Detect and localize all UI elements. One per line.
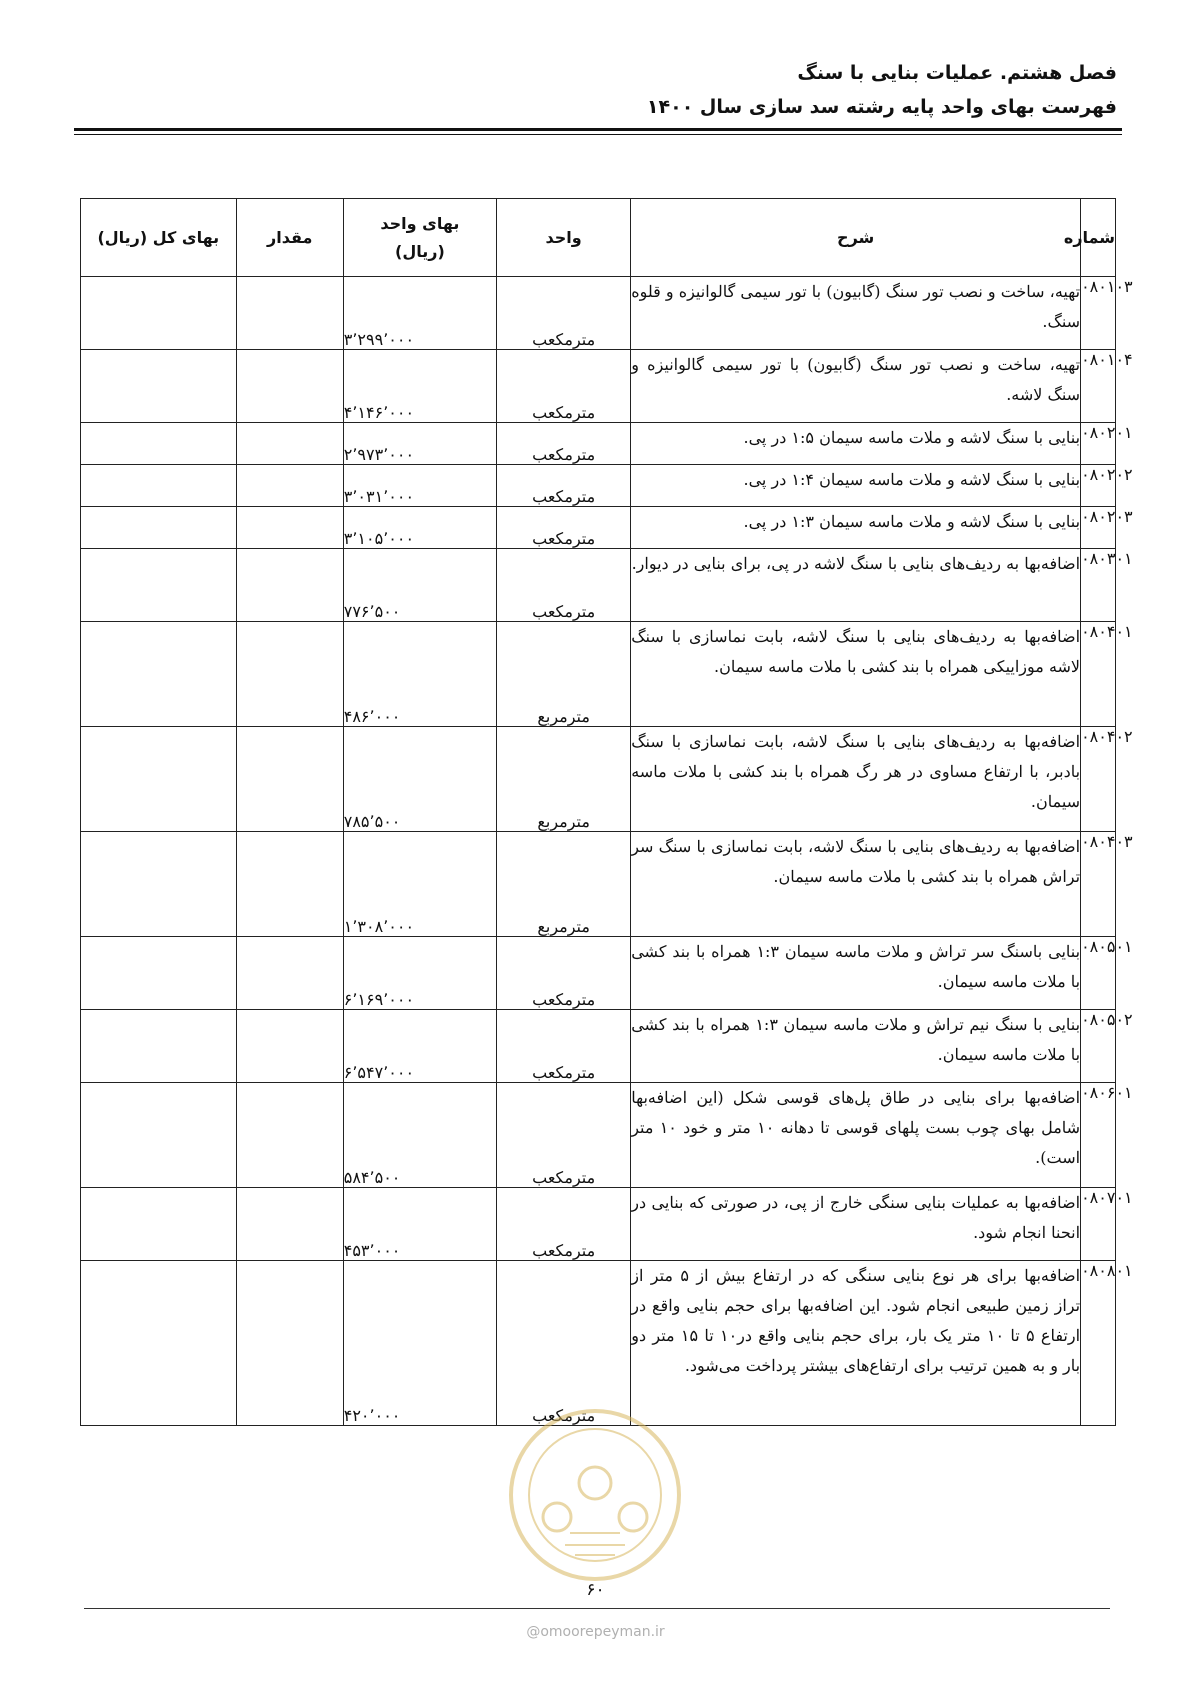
row-unit: مترمربع xyxy=(497,727,631,832)
row-total-price xyxy=(81,1261,237,1426)
row-quantity xyxy=(236,423,343,465)
row-unit-price: ۴۲۰٬۰۰۰ xyxy=(343,1261,496,1426)
table-header-row xyxy=(81,199,1116,277)
row-quantity xyxy=(236,1261,343,1426)
row-unit-price: ۷۷۶٬۵۰۰ xyxy=(343,549,496,622)
table-row xyxy=(81,465,1116,507)
row-description: اضافه‌بها به ردیف‌های بنایی با سنگ لاشه، بابت نماسازی با سنگ بادبر، با ارتفاع مساوی در هر رگ همراه با بند کشی با ملات ماسه سیمان. xyxy=(631,727,1081,832)
row-quantity xyxy=(236,549,343,622)
row-unit-price: ۴٬۱۴۶٬۰۰۰ xyxy=(343,350,496,423)
row-description: اضافه‌بها به ردیف‌های بنایی با سنگ لاشه، بابت نماسازی با سنگ لاشه موزاییکی همراه با بند کشی با ملات ماسه سیمان. xyxy=(631,622,1081,727)
row-quantity xyxy=(236,727,343,832)
row-unit-price: ۳٬۰۳۱٬۰۰۰ xyxy=(343,465,496,507)
row-unit: مترمکعب xyxy=(497,1188,631,1261)
row-quantity xyxy=(236,465,343,507)
row-total-price xyxy=(81,423,237,465)
chapter-title: فصل هشتم. عملیات بنایی با سنگ xyxy=(797,62,1117,84)
row-code: ۰۸۰۴۰۱ xyxy=(1081,622,1116,727)
row-code: ۰۸۰۲۰۱ xyxy=(1081,423,1116,465)
row-code: ۰۸۰۳۰۱ xyxy=(1081,549,1116,622)
table-row xyxy=(81,423,1116,465)
row-description: بنایی باسنگ سر تراش و ملات ماسه سیمان ۱:۳ همراه با بند کشی با ملات ماسه سیمان. xyxy=(631,937,1081,1010)
price-table xyxy=(80,198,1133,1426)
row-code: ۰۸۰۴۰۳ xyxy=(1081,832,1116,937)
row-unit: مترمکعب xyxy=(497,1010,631,1083)
row-unit: مترمکعب xyxy=(497,277,631,350)
row-quantity xyxy=(236,350,343,423)
row-description: بنایی با سنگ لاشه و ملات ماسه سیمان ۱:۵ در پی. xyxy=(631,423,1081,465)
row-description: اضافه‌بها به ردیف‌های بنایی با سنگ لاشه در پی، برای بنایی در دیوار. xyxy=(631,549,1081,622)
row-code: ۰۸۰۱۰۴ xyxy=(1081,350,1116,423)
row-unit: مترمکعب xyxy=(497,423,631,465)
table-row xyxy=(81,1188,1116,1261)
row-unit-price: ۷۸۵٬۵۰۰ xyxy=(343,727,496,832)
row-total-price xyxy=(81,507,237,549)
col-header-quantity: مقدار xyxy=(236,199,343,277)
row-code: ۰۸۰۲۰۲ xyxy=(1081,465,1116,507)
row-total-price xyxy=(81,277,237,350)
table-row xyxy=(81,727,1116,832)
col-header-unit-price xyxy=(343,199,496,277)
footer-site-watermark: @omoorepeyman.ir xyxy=(526,1624,665,1640)
row-total-price xyxy=(81,465,237,507)
table-body xyxy=(81,277,1133,1426)
col-header-unit-price-line1: بهای واحد xyxy=(380,213,460,233)
row-unit: مترمکعب xyxy=(497,507,631,549)
page-number: ۶۰ xyxy=(586,1580,605,1600)
table-row xyxy=(81,350,1116,423)
row-quantity xyxy=(236,1010,343,1083)
row-unit-price: ۶٬۵۴۷٬۰۰۰ xyxy=(343,1010,496,1083)
row-total-price xyxy=(81,622,237,727)
row-total-price xyxy=(81,350,237,423)
table-row xyxy=(81,832,1116,937)
row-total-price xyxy=(81,937,237,1010)
row-unit-price: ۱٬۳۰۸٬۰۰۰ xyxy=(343,832,496,937)
row-total-price xyxy=(81,549,237,622)
row-unit-price: ۳٬۱۰۵٬۰۰۰ xyxy=(343,507,496,549)
row-unit: مترمکعب xyxy=(497,937,631,1010)
row-unit-price: ۵۸۴٬۵۰۰ xyxy=(343,1083,496,1188)
col-header-unit: واحد xyxy=(497,199,631,277)
row-unit: مترمکعب xyxy=(497,1083,631,1188)
row-description: تهیه، ساخت و نصب تور سنگ (گابیون) با تور سیمی گالوانیزه و قلوه سنگ. xyxy=(631,277,1081,350)
seal-stamp-icon xyxy=(505,1405,685,1585)
row-code: ۰۸۰۸۰۱ xyxy=(1081,1261,1116,1426)
row-unit-price: ۴۸۶٬۰۰۰ xyxy=(343,622,496,727)
row-unit-price: ۶٬۱۶۹٬۰۰۰ xyxy=(343,937,496,1010)
table-row xyxy=(81,1083,1116,1188)
row-code: ۰۸۰۵۰۱ xyxy=(1081,937,1116,1010)
row-quantity xyxy=(236,832,343,937)
row-quantity xyxy=(236,1083,343,1188)
row-unit: مترمکعب xyxy=(497,350,631,423)
row-quantity xyxy=(236,937,343,1010)
row-code: ۰۸۰۲۰۳ xyxy=(1081,507,1116,549)
header-rule-thick xyxy=(74,128,1122,131)
row-total-price xyxy=(81,832,237,937)
row-description: تهیه، ساخت و نصب تور سنگ (گابیون) با تور سیمی گالوانیزه و سنگ لاشه. xyxy=(631,350,1081,423)
row-unit: مترمکعب xyxy=(497,465,631,507)
row-unit: مترمربع xyxy=(497,622,631,727)
row-quantity xyxy=(236,277,343,350)
table-row xyxy=(81,622,1116,727)
table-row xyxy=(81,277,1116,350)
row-unit: مترمکعب xyxy=(497,1261,631,1426)
row-quantity xyxy=(236,1188,343,1261)
row-description: بنایی با سنگ نیم تراش و ملات ماسه سیمان ۱:۳ همراه با بند کشی با ملات ماسه سیمان. xyxy=(631,1010,1081,1083)
col-header-code: شماره xyxy=(1081,199,1116,277)
row-unit: مترمربع xyxy=(497,832,631,937)
row-unit-price: ۴۵۳٬۰۰۰ xyxy=(343,1188,496,1261)
col-header-total-price: بهای کل (ریال) xyxy=(81,199,237,277)
row-description: بنایی با سنگ لاشه و ملات ماسه سیمان ۱:۳ در پی. xyxy=(631,507,1081,549)
price-list-title: فهرست بهای واحد پایه رشته سد سازی سال ۱۴۰۰ xyxy=(646,96,1117,118)
header-rule-thin xyxy=(74,134,1122,135)
row-unit-price: ۳٬۲۹۹٬۰۰۰ xyxy=(343,277,496,350)
row-total-price xyxy=(81,1188,237,1261)
row-quantity xyxy=(236,622,343,727)
table-row xyxy=(81,549,1116,622)
col-header-unit-price-line2: (ریال) xyxy=(395,241,445,261)
row-total-price xyxy=(81,727,237,832)
page-header xyxy=(69,56,1117,124)
row-total-price xyxy=(81,1083,237,1188)
row-code: ۰۸۰۷۰۱ xyxy=(1081,1188,1116,1261)
table-row xyxy=(81,1261,1116,1426)
row-description: اضافه‌بها به عملیات بنایی سنگی خارج از پی، در صورتی که بنایی در انحنا انجام شود. xyxy=(631,1188,1081,1261)
row-code: ۰۸۰۶۰۱ xyxy=(1081,1083,1116,1188)
col-header-description: شرح xyxy=(631,199,1081,277)
row-description: اضافه‌بها به ردیف‌های بنایی با سنگ لاشه، بابت نماسازی با سنگ سر تراش همراه با بند کشی با ملات ماسه سیمان. xyxy=(631,832,1081,937)
row-code: ۰۸۰۴۰۲ xyxy=(1081,727,1116,832)
row-description: اضافه‌بها برای بنایی در طاق پل‌های قوسی شکل (این اضافه‌بها شامل بهای چوب بست پلهای قوسی تا دهانه ۱۰ متر و خود ۱۰ متر است). xyxy=(631,1083,1081,1188)
row-total-price xyxy=(81,1010,237,1083)
table-row xyxy=(81,937,1116,1010)
row-unit-price: ۲٬۹۷۳٬۰۰۰ xyxy=(343,423,496,465)
table-row xyxy=(81,507,1116,549)
row-description: بنایی با سنگ لاشه و ملات ماسه سیمان ۱:۴ در پی. xyxy=(631,465,1081,507)
row-description: اضافه‌بها برای هر نوع بنایی سنگی که در ارتفاع بیش از ۵ متر از تراز زمین طبیعی انجام شود. این اضافه‌بها برای حجم بنایی واقع در ارتفاع ۵ تا ۱۰ متر یک بار، برای حجم بنایی واقع در۱۰ تا ۱۵ متر دو بار و به همین ترتیب برای ارتفاع‌های بیشتر پرداخت می‌شود. xyxy=(631,1261,1081,1426)
row-code: ۰۸۰۱۰۳ xyxy=(1081,277,1116,350)
table-row xyxy=(81,1010,1116,1083)
row-unit: مترمکعب xyxy=(497,549,631,622)
row-quantity xyxy=(236,507,343,549)
footer-rule xyxy=(84,1608,1110,1609)
row-code: ۰۸۰۵۰۲ xyxy=(1081,1010,1116,1083)
